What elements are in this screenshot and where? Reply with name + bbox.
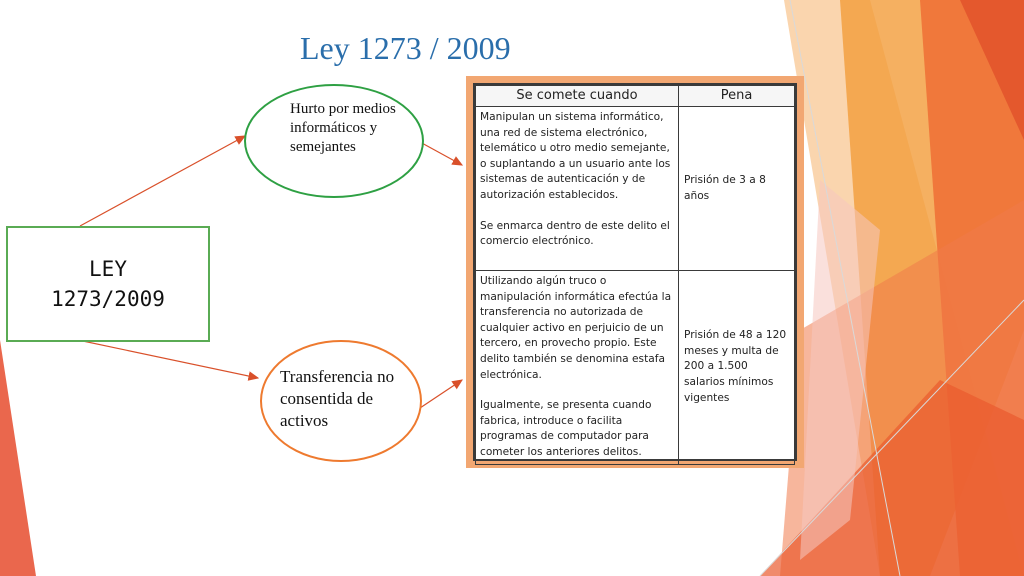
- penalty-table-container: [473, 83, 797, 461]
- column-header-conducta: Se comete cuando: [476, 86, 679, 107]
- penalty-table: [475, 85, 795, 465]
- table-row: [476, 271, 795, 465]
- penalty-table-frame: [466, 76, 804, 468]
- conducta-cell: [476, 271, 679, 465]
- table-row: [476, 107, 795, 271]
- arrow-law-to-top-node: [80, 136, 245, 226]
- arrow-bottom-node-to-table: [420, 380, 462, 408]
- pena-cell: Prisión de 48 a 120 meses y multa de 200 a 1.500 salarios mínimos vigentes: [679, 271, 795, 465]
- page-title: Ley 1273 / 2009: [300, 30, 511, 66]
- table-header-row: [476, 86, 795, 107]
- node-transferencia-activos: [260, 340, 422, 462]
- conducta-paragraph: Utilizando algún truco o manipulación informática efectúa la transferencia no autorizada de cualquier activo en perjuicio de un tercero, en provecho propio. Este delito también se denomina estafa electrónica.: [480, 275, 672, 381]
- arrow-top-node-to-table: [420, 142, 462, 165]
- node-hurto-informatico: [244, 84, 424, 198]
- node-transferencia-activos-label: Transferencia no consentida de activos: [280, 367, 395, 430]
- column-header-pena: Pena: [679, 86, 795, 107]
- node-hurto-informatico-label: Hurto por medios informáticos y semejantes: [290, 101, 396, 155]
- conducta-cell: [476, 107, 679, 271]
- law-box: [6, 226, 210, 342]
- pena-cell: Prisión de 3 a 8 años: [679, 107, 795, 271]
- law-box-line-2: 1273/2009: [51, 287, 165, 311]
- conducta-paragraph: Manipulan un sistema informático, una red de sistema electrónico, telemático u otro medio semejante, o suplantando a un usuario ante los sistemas de autenticación y de autorización establecidos.: [480, 111, 671, 201]
- law-box-line-1: LEY: [89, 257, 127, 281]
- conducta-paragraph: Igualmente, se presenta cuando fabrica, introduce o facilita programas de computador para cometer los anteriores delitos.: [480, 399, 652, 458]
- conducta-paragraph: Se enmarca dentro de este delito el comercio electrónico.: [480, 219, 670, 248]
- arrow-law-to-bottom-node: [78, 340, 258, 378]
